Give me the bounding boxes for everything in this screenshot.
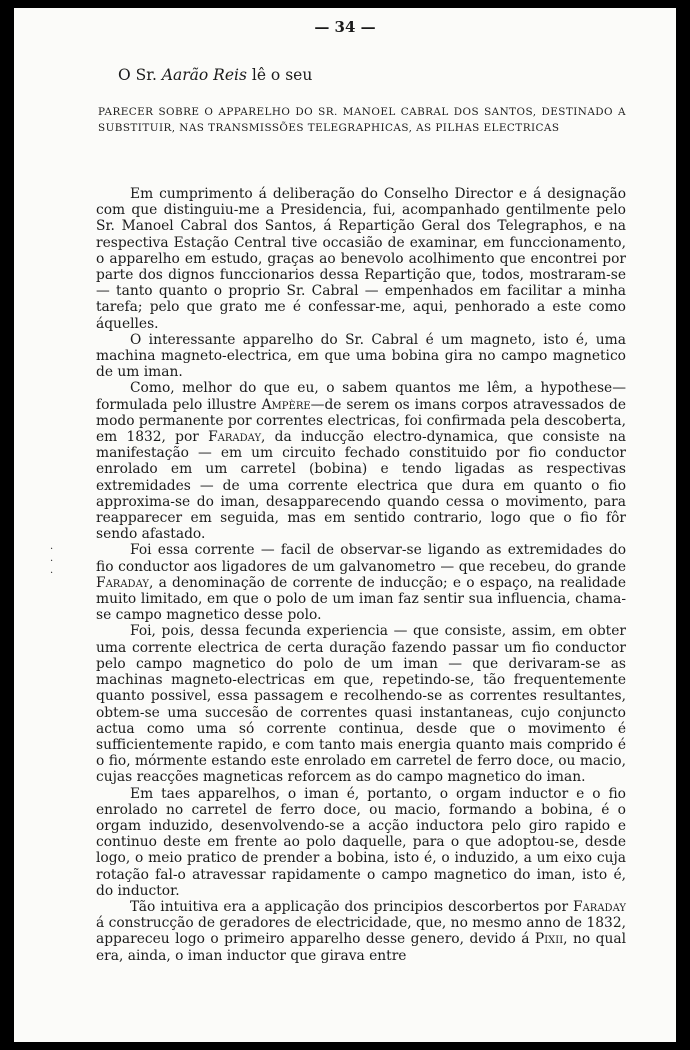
paragraph [96, 786, 626, 899]
name-smallcaps: Faraday [96, 574, 149, 591]
name-smallcaps: Faraday [573, 898, 626, 915]
text-segment: Como, melhor do que eu, o sabem quantos me lêm, a hypothese—formulada pelo illustre [96, 380, 626, 413]
body-text [96, 186, 626, 964]
paragraph [96, 186, 626, 332]
section-heading: PARECER SOBRE O APPARELHO DO SR. MANOEL CABRAL DOS SANTOS, DESTINADO A SUBSTITUIR, NAS TRANSMISSÕES TELEGRAPHICAS, AS PILHAS ELECTRICAS [98, 106, 626, 134]
document-page [14, 8, 676, 1042]
name-smallcaps: Faraday [208, 429, 262, 446]
page-number: — 34 — [314, 18, 376, 36]
text-segment: Foi essa corrente — facil de observar-se ligando as extremidades do fio conductor aos ligadores de um galvanometro — que recebeu, do grande [96, 542, 626, 575]
speaker-prefix: O Sr. [118, 66, 157, 84]
speaker-suffix: lê o seu [251, 66, 313, 84]
speaker-line [118, 66, 312, 84]
text-segment: Em taes apparelhos, o iman é, portanto, o orgam inductor e o fio enrolado no carretel de ferro doce, ou macio, formando a bobina, é o orgam induzido, desenvolvendo-se a acção inductora pelo giro rapido e continuo deste em frente ao polo daquelle, para o que adoptou-se, desde logo, o meio pratico de prender a bobina, isto é, o induzido, a um eixo cuja rotação fal-o atravessar rapidamente o campo magnetico do iman, isto é, do inductor. [96, 785, 626, 899]
paragraph [96, 380, 626, 542]
text-segment: —de serem os imans corpos atravessados de modo permanente por correntes electricas, foi confirmada pela descoberta, em 1832, por [96, 396, 626, 446]
text-segment: , no qual era, ainda, o iman inductor que girava entre [96, 931, 626, 964]
text-segment: , da inducção electro-dynamica, que consiste na manifestação — em um circuito fechado constituido por fio conductor enrolado em um carretel (bobina) e tendo ligadas as respectivas extremidades — de uma corrente electrica que dura em quanto o fio approxima-se do iman, desapparecendo quando cessa o movimento, para reapparecer em seguida, mas em sentido contrario, logo que o fio fôr sendo afastado. [96, 429, 626, 543]
paragraph [96, 332, 626, 381]
text-segment: O interessante apparelho do Sr. Cabral é um magneto, isto é, uma machina magneto-electrica, em que uma bobina gira no campo magnetico de um iman. [96, 331, 626, 381]
margin-mark: · · · [50, 544, 54, 579]
paragraph [96, 899, 626, 964]
paragraph [96, 542, 626, 623]
paragraph [96, 623, 626, 785]
speaker-name: Aarão Reis [161, 66, 247, 84]
name-smallcaps: Ampère [261, 396, 311, 413]
text-segment: Tão intuitiva era a applicação dos principios descorbertos por [130, 898, 574, 915]
text-segment: , a denominação de corrente de inducção; e o espaço, na realidade muito limitado, em que o polo de um iman faz sentir sua influencia, chama-se campo magnetico desse polo. [96, 574, 626, 624]
text-segment: á construcção de geradores de electricidade, que, no mesmo anno de 1832, appareceu logo o primeiro apparelho desse genero, devido á [96, 915, 626, 948]
text-segment: Foi, pois, dessa fecunda experiencia — que consiste, assim, em obter uma corrente electrica de certa duração fazendo passar um fio conductor pelo campo magnetico do polo de um iman — que derivaram-se as machinas magneto-electricas em que, repetindo-se, tão frequentemente quanto possivel, essa passagem e recolhendo-se as correntes resultantes, obtem-se uma succesão de correntes quasi instantaneas, cujo conjuncto actua como uma só corrente continua, desde que o movimento é sufficientemente rapido, e com tanto mais energia quanto mais comprido é o fio, mórmente estando este enrolado em carretel de ferro doce, ou macio, cujas reacções magneticas reforcem as do campo magnetico do iman. [96, 623, 626, 786]
name-smallcaps: Pixii [534, 931, 564, 948]
text-segment: Em cumprimento á deliberação do Conselho Director e á designação com que distinguiu-me a Presidencia, fui, acompanhado gentilmente pelo Sr. Manoel Cabral dos Santos, á Repartição Geral dos Telegraphos, e na respectiva Estação Central tive occasião de examinar, em funccionamento, o apparelho em estudo, graças ao benevolo acolhimento que encontrei por parte dos dignos funccionarios dessa Repartição que, todos, mostraram-se — tanto quanto o proprio Sr. Cabral — empenhados em facilitar a minha tarefa; pelo que grato me é confessar-me, aqui, penhorado a este como áquelles. [96, 186, 626, 332]
